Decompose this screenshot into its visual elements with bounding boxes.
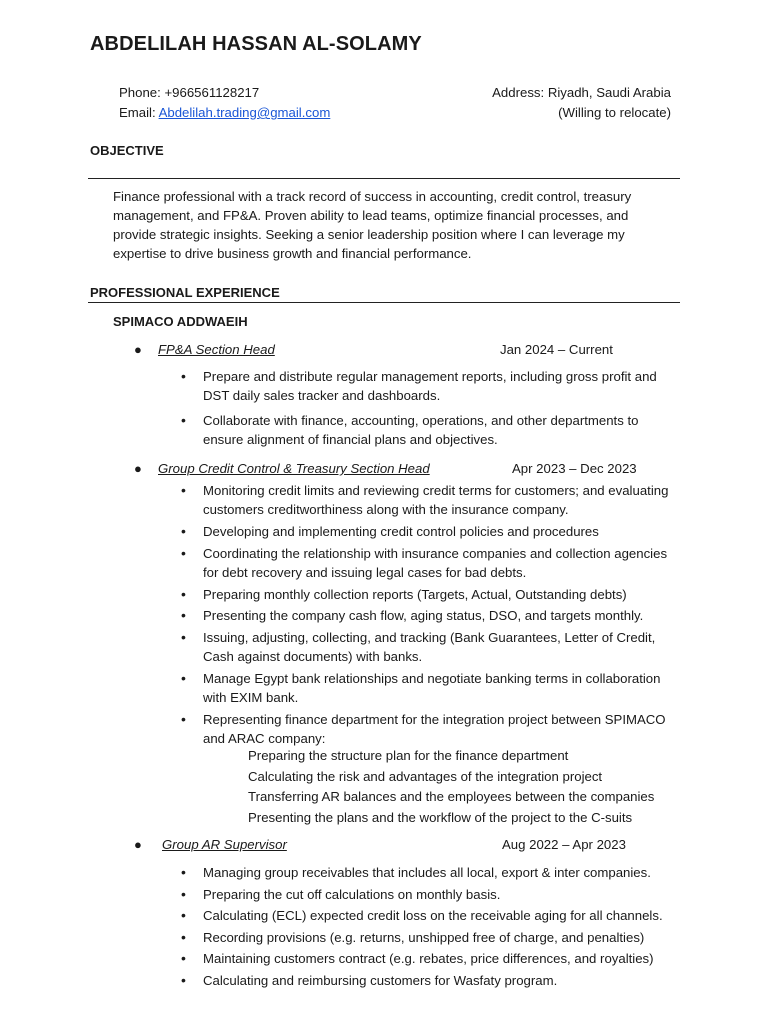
contact-right	[492, 83, 671, 123]
objective-text: Finance professional with a track record of success in accounting, credit control, treasury management, and FP&A. Proven ability to lead teams, optimize financial processes, and provide strategic insights. Seeking a senior leadership position where I can leverage my expertise to drive business growth and financial performance.	[113, 189, 632, 261]
relocate-note: (Willing to relocate)	[558, 105, 671, 120]
list-item: • Preparing monthly collection reports (Targets, Actual, Outstanding debts)	[180, 585, 680, 604]
list-item: • Calculating and reimbursing customers for Wasfaty program.	[180, 971, 690, 993]
sub-item: Preparing the structure plan for the finance department	[248, 748, 569, 763]
list-item: • Presenting the company cash flow, aging status, DSO, and targets monthly.	[180, 606, 680, 625]
role-ar-supervisor-bullets	[180, 863, 690, 992]
list-item: • Coordinating the relationship with insurance companies and collection agencies for debt recovery and issuing legal cases for bad debts.	[180, 544, 680, 582]
role-dates: Aug 2022 – Apr 2023	[502, 837, 626, 852]
email-line	[119, 103, 330, 123]
contact-left	[119, 83, 330, 123]
role-fpa-bullets	[180, 367, 680, 449]
role-bullet: ●	[134, 461, 142, 476]
list-item: • Calculating (ECL) expected credit loss on the receivable aging for all channels.	[180, 906, 690, 928]
list-item: • Representing finance department for the integration project between SPIMACO and ARAC company:	[180, 710, 680, 748]
objective-heading: OBJECTIVE	[90, 143, 164, 158]
email-label: Email:	[119, 105, 159, 120]
integration-sub-items	[248, 746, 654, 828]
experience-rule	[88, 302, 680, 303]
email-link[interactable]: Abdelilah.trading@gmail.com	[158, 105, 331, 120]
list-item: • Recording provisions (e.g. returns, unshipped free of charge, and penalties)	[180, 928, 690, 950]
list-item: • Maintaining customers contract (e.g. rebates, price differences, and royalties)	[180, 949, 690, 971]
sub-item: Calculating the risk and advantages of the integration project	[248, 768, 603, 784]
role-ar-supervisor	[0, 835, 768, 855]
role-bullet: ●	[134, 342, 142, 357]
role-credit-control-bullets	[180, 481, 680, 748]
list-item: • Collaborate with finance, accounting, operations, and other departments to ensure alignment of financial plans and objectives.	[180, 411, 680, 449]
list-item: • Issuing, adjusting, collecting, and tracking (Bank Guarantees, Letter of Credit, Cash against documents) with banks.	[180, 628, 680, 666]
experience-heading: PROFESSIONAL EXPERIENCE	[90, 285, 280, 300]
role-dates: Apr 2023 – Dec 2023	[512, 461, 637, 476]
list-item: • Preparing the cut off calculations on monthly basis.	[180, 885, 690, 907]
objective-rule	[88, 178, 680, 179]
role-title: FP&A Section Head	[158, 342, 275, 357]
list-item: • Developing and implementing credit control policies and procedures	[180, 522, 680, 541]
resume-name: ABDELILAH HASSAN AL-SOLAMY	[90, 33, 422, 55]
role-fpa	[0, 340, 768, 360]
list-item: • Prepare and distribute regular management reports, including gross profit and DST daily sales tracker and dashboards.	[180, 367, 680, 405]
role-title: Group Credit Control & Treasury Section Head	[158, 461, 430, 476]
phone: Phone: +966561128217	[119, 85, 260, 100]
role-credit-control	[0, 459, 768, 479]
company-name: SPIMACO ADDWAEIH	[113, 314, 248, 329]
sub-item: Transferring AR balances and the employees between the companies	[248, 789, 655, 804]
role-title: Group AR Supervisor	[162, 837, 287, 852]
list-item: • Managing group receivables that includes all local, export & inter companies.	[180, 863, 690, 885]
address: Address: Riyadh, Saudi Arabia	[492, 85, 671, 100]
role-bullet: ●	[134, 837, 142, 852]
role-dates: Jan 2024 – Current	[500, 342, 613, 357]
list-item: • Manage Egypt bank relationships and negotiate banking terms in collaboration with EXIM bank.	[180, 669, 680, 707]
list-item: • Monitoring credit limits and reviewing credit terms for customers; and evaluating customers creditworthiness along with the insurance company.	[180, 481, 680, 519]
sub-item: Presenting the plans and the workflow of the project to the C-suits	[248, 809, 633, 825]
